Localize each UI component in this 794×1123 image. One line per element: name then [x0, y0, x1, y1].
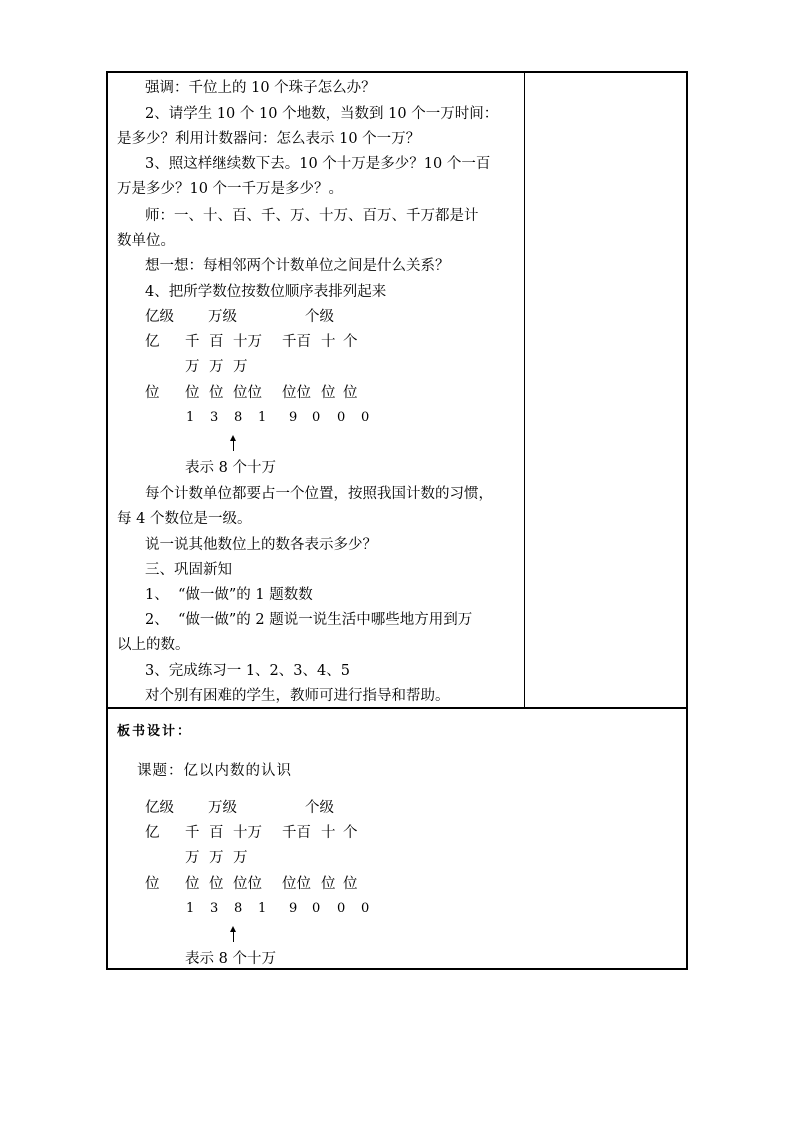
- text-line: 每个计数单位都要占一个位置，按照我国计数的习惯，: [145, 486, 493, 502]
- place-name: 万: [185, 359, 200, 375]
- digit: 0: [312, 410, 321, 425]
- digit: 0: [361, 901, 370, 916]
- level-label: 亿级: [145, 309, 174, 325]
- text-line: 想一想：每相邻两个计数单位之间是什么关系？: [145, 258, 450, 274]
- text-line: 2、请学生 10 个 10 个地数，当数到 10 个一万时间：: [145, 106, 499, 122]
- place-name: 亿: [145, 334, 160, 350]
- place-suffix: 位: [209, 385, 224, 401]
- digit: 3: [210, 901, 219, 916]
- digit-note: 表示 8 个十万: [185, 460, 276, 476]
- level-label: 亿级: [145, 800, 174, 816]
- level-label: 万级: [208, 800, 237, 816]
- text-line: 说一说其他数位上的数各表示多少？: [145, 537, 377, 553]
- text-line: 师：一、十、百、千、万、十万、百万、千万都是计: [145, 208, 479, 224]
- place-suffix: 位: [209, 876, 224, 892]
- text-line: 3、照这样继续数下去。10 个十万是多少？10 个一百: [145, 156, 491, 172]
- place-suffix: 位: [343, 876, 358, 892]
- text-line: 3、完成练习一 1、2、3、4、5: [145, 663, 350, 679]
- place-name: 万: [209, 850, 224, 866]
- place-name: 十: [321, 334, 336, 350]
- place-name: 千百: [282, 334, 311, 350]
- digit: 8: [234, 901, 243, 916]
- digit: 0: [337, 410, 346, 425]
- place-name: 千: [185, 334, 200, 350]
- text-line: 每 4 个数位是一级。: [117, 511, 252, 527]
- place-name: 十万: [233, 334, 262, 350]
- text-line: 以上的数。: [117, 637, 190, 653]
- place-suffix: 位位: [233, 385, 262, 401]
- place-name: 个: [343, 825, 358, 841]
- text-line: 三、巩固新知: [145, 562, 232, 578]
- text-line: 2、 “做一做”的 2 题说一说生活中哪些地方用到万: [145, 612, 473, 628]
- place-suffix: 位: [343, 385, 358, 401]
- row-divider: [106, 707, 688, 709]
- digit: 0: [312, 901, 321, 916]
- board-heading: 板书设计：: [117, 724, 193, 739]
- digit: 9: [289, 901, 298, 916]
- place-suffix: 位位: [282, 385, 311, 401]
- digit: 0: [337, 901, 346, 916]
- place-name: 百: [209, 334, 224, 350]
- place-name: 万: [233, 850, 248, 866]
- place-name: 万: [185, 850, 200, 866]
- place-name: 亿: [145, 825, 160, 841]
- text-line: 强调：千位上的 10 个珠子怎么办？: [145, 80, 376, 96]
- digit: 8: [234, 410, 243, 425]
- digit: 3: [210, 410, 219, 425]
- level-label: 个级: [305, 800, 334, 816]
- place-suffix: 位: [145, 385, 160, 401]
- digit-note: 表示 8 个十万: [185, 951, 276, 967]
- place-name: 千百: [282, 825, 311, 841]
- place-suffix: 位位: [282, 876, 311, 892]
- place-suffix: 位: [145, 876, 160, 892]
- text-line: 数单位。: [117, 233, 175, 249]
- place-name: 个: [343, 334, 358, 350]
- text-line: 对个别有困难的学生，教师可进行指导和帮助。: [145, 688, 450, 704]
- board-topic: 课题：亿以内数的认识: [137, 763, 292, 779]
- text-line: 1、 “做一做”的 1 题数数: [145, 587, 313, 603]
- place-name: 千: [185, 825, 200, 841]
- place-name: 十: [321, 825, 336, 841]
- column-divider: [524, 71, 525, 708]
- text-line: 4、把所学数位按数位顺序表排列起来: [145, 284, 387, 300]
- digit: 0: [361, 410, 370, 425]
- place-suffix: 位: [321, 876, 336, 892]
- text-line: 是多少？利用计数器问：怎么表示 10 个一万？: [117, 131, 421, 147]
- place-suffix: 位: [185, 385, 200, 401]
- level-label: 万级: [208, 309, 237, 325]
- place-name: 万: [233, 359, 248, 375]
- place-suffix: 位: [185, 876, 200, 892]
- place-suffix: 位位: [233, 876, 262, 892]
- text-line: 万是多少？10 个一千万是多少？。: [117, 181, 344, 197]
- digit: 1: [186, 901, 195, 916]
- digit: 9: [289, 410, 298, 425]
- place-suffix: 位: [321, 385, 336, 401]
- digit: 1: [258, 410, 267, 425]
- digit: 1: [186, 410, 195, 425]
- level-label: 个级: [305, 309, 334, 325]
- place-name: 十万: [233, 825, 262, 841]
- place-name: 百: [209, 825, 224, 841]
- place-name: 万: [209, 359, 224, 375]
- digit: 1: [258, 901, 267, 916]
